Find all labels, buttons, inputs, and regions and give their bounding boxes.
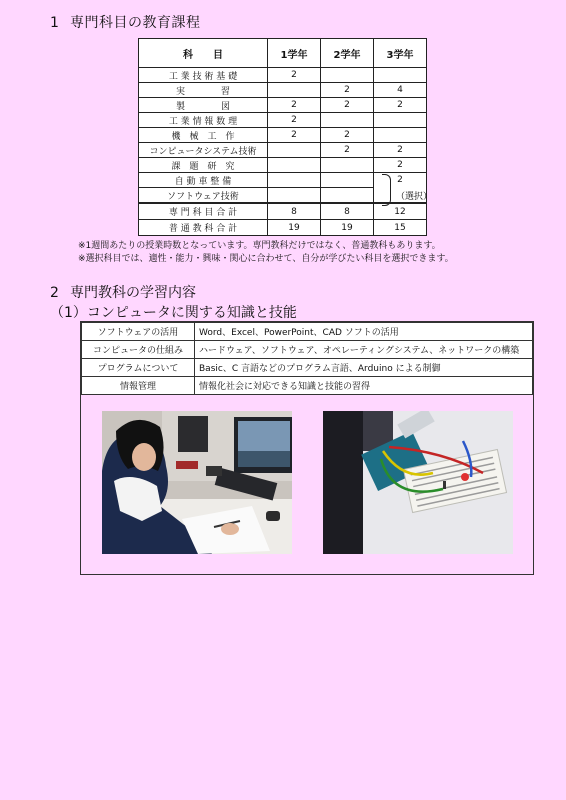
subsection-1-heading: （1）コンピュータに関する知識と技能 <box>50 305 297 321</box>
section-2-heading <box>50 282 196 302</box>
year3-cell <box>374 113 427 128</box>
subject-cell: 課 題 研 究 <box>139 158 268 173</box>
year1-cell: 2 <box>268 68 321 83</box>
header-year3: 3学年 <box>374 39 427 68</box>
knowledge-value: 情報化社会に対応できる知識と技能の習得 <box>195 377 533 395</box>
elective-brace <box>382 174 391 206</box>
year3-cell: 2 <box>374 173 427 188</box>
student-computer-illustration <box>102 411 292 554</box>
year1-cell <box>268 158 321 173</box>
knowledge-value: Word、Excel、PowerPoint、CAD ソフトの活用 <box>195 323 533 341</box>
subject-cell: ソフトウェア技術 <box>139 188 268 204</box>
year1-cell <box>268 143 321 158</box>
year1-cell: 19 <box>268 220 321 236</box>
knowledge-label: プログラムについて <box>82 359 195 377</box>
year2-cell: 2 <box>321 143 374 158</box>
year2-cell: 8 <box>321 203 374 220</box>
table-row <box>139 143 427 158</box>
total-subject-cell: 専 門 科 目 合 計 <box>139 203 268 220</box>
year3-cell <box>374 128 427 143</box>
header-year2: 2学年 <box>321 39 374 68</box>
subject-cell: 工 業 技 術 基 礎 <box>139 68 268 83</box>
year1-cell <box>268 173 321 188</box>
arduino-breadboard-illustration <box>323 411 513 554</box>
section-1-title: 専門科目の教育課程 <box>70 15 201 31</box>
table-row <box>139 83 427 98</box>
year2-cell: 2 <box>321 98 374 113</box>
year3-cell: 15 <box>374 220 427 236</box>
table-row <box>139 98 427 113</box>
section-2-title: 専門教科の学習内容 <box>70 285 196 301</box>
year2-cell <box>321 68 374 83</box>
table-row <box>139 158 427 173</box>
year1-cell <box>268 188 321 204</box>
table-row <box>139 68 427 83</box>
knowledge-label: 情報管理 <box>82 377 195 395</box>
year2-cell: 2 <box>321 128 374 143</box>
header-year1: 1学年 <box>268 39 321 68</box>
year3-cell: 2 <box>374 98 427 113</box>
subject-cell: コンピュータシステム技術 <box>139 143 268 158</box>
section-2-number: 2 <box>50 285 59 301</box>
year1-cell: 2 <box>268 128 321 143</box>
elective-label: （選択） <box>396 192 433 202</box>
subject-cell: 製 図 <box>139 98 268 113</box>
knowledge-label: ソフトウェアの活用 <box>82 323 195 341</box>
total-row <box>139 220 427 236</box>
year3-cell: 2 <box>374 143 427 158</box>
knowledge-value: ハードウェア、ソフトウェア、オペレーティングシステム、ネットワークの構築 <box>195 341 533 359</box>
arduino-breadboard-photo <box>323 411 513 554</box>
year1-cell: 2 <box>268 113 321 128</box>
curriculum-table <box>138 38 427 236</box>
table-row <box>82 359 533 377</box>
year2-cell <box>321 113 374 128</box>
year3-cell <box>374 68 427 83</box>
knowledge-value: Basic、C 言語などのプログラム言語、Arduino による制御 <box>195 359 533 377</box>
section-1-heading <box>50 12 201 32</box>
table-row <box>139 113 427 128</box>
year3-cell: 12 <box>374 203 427 220</box>
section-1-number: 1 <box>50 15 60 31</box>
year3-cell: 4 <box>374 83 427 98</box>
year1-cell: 8 <box>268 203 321 220</box>
year2-cell <box>321 188 374 204</box>
subject-cell: 自 動 車 整 備 <box>139 173 268 188</box>
year2-cell: 2 <box>321 83 374 98</box>
year3-cell: 2 <box>374 158 427 173</box>
knowledge-label: コンピュータの仕組み <box>82 341 195 359</box>
year2-cell <box>321 173 374 188</box>
table-row <box>82 341 533 359</box>
table-row <box>82 377 533 395</box>
notes <box>78 240 454 266</box>
year1-cell <box>268 83 321 98</box>
year2-cell: 19 <box>321 220 374 236</box>
table-row <box>139 128 427 143</box>
total-subject-cell: 普 通 教 科 合 計 <box>139 220 268 236</box>
year2-cell <box>321 158 374 173</box>
curriculum-header-row <box>139 39 427 68</box>
table-row <box>82 323 533 341</box>
year1-cell: 2 <box>268 98 321 113</box>
subject-cell: 機 械 工 作 <box>139 128 268 143</box>
knowledge-table <box>81 322 533 395</box>
subject-cell: 工 業 情 報 数 理 <box>139 113 268 128</box>
note-line: ※1週間あたりの授業時数となっています。専門教科だけではなく、普通教科もあります。 <box>78 241 441 251</box>
note-line: ※選択科目では、適性・能力・興味・関心に合わせて、自分が学びたい科目を選択できます。 <box>78 254 454 264</box>
header-subject: 科 目 <box>139 39 268 68</box>
student-computer-photo <box>102 411 292 554</box>
subject-cell: 実 習 <box>139 83 268 98</box>
